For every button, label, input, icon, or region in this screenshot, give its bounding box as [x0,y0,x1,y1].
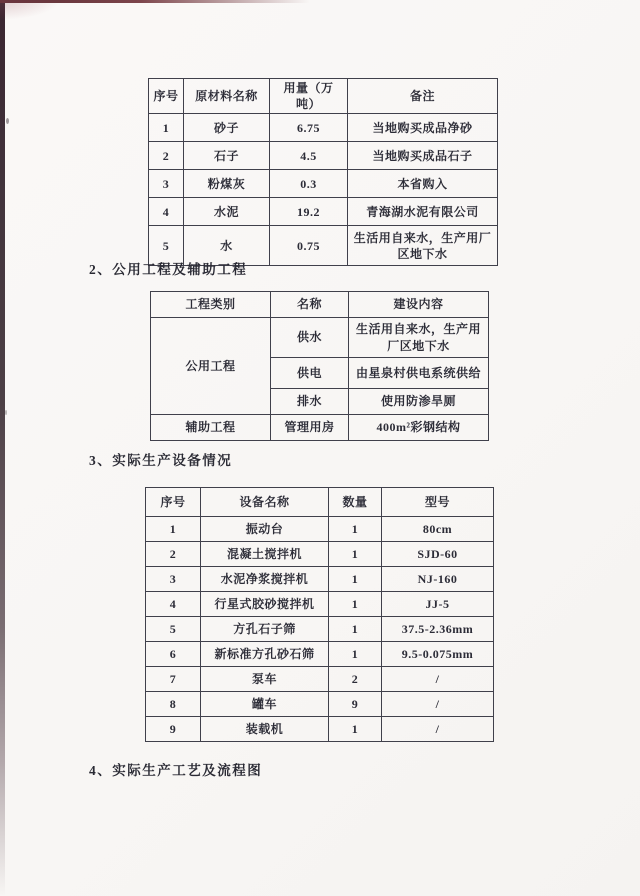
table-header-row [151,292,489,318]
cell-seq: 2 [146,542,201,567]
cell-category: 辅助工程 [151,415,271,441]
cell-name: 管理用房 [271,415,349,441]
cell-qty: 9 [329,692,382,717]
table-row [146,592,494,617]
cell-content: 400m²彩钢结构 [349,415,489,441]
cell-seq: 6 [146,642,201,667]
table-row [146,642,494,667]
cell-equipment: 方孔石子筛 [201,617,329,642]
cell-remark: 当地购买成品净砂 [348,114,498,142]
cell-qty: 1 [329,592,382,617]
cell-equipment: 新标准方孔砂石筛 [201,642,329,667]
table-row [151,318,489,358]
cell-seq: 8 [146,692,201,717]
cell-model: JJ-5 [382,592,494,617]
cell-seq: 1 [146,517,201,542]
table-row [149,170,498,198]
cell-model: 37.5-2.36mm [382,617,494,642]
cell-content: 使用防渗旱厕 [349,389,489,415]
scan-corner-tint [0,0,60,20]
cell-model: 9.5-0.075mm [382,642,494,667]
cell-amount: 4.5 [270,142,348,170]
column-header: 序号 [149,79,184,114]
cell-model: NJ-160 [382,567,494,592]
cell-seq: 5 [149,226,184,266]
cell-model: / [382,667,494,692]
table-row [146,517,494,542]
table-header-row [149,79,498,114]
column-header: 设备名称 [201,488,329,517]
cell-material: 石子 [184,142,270,170]
cell-seq: 7 [146,667,201,692]
table-row [146,667,494,692]
utilities-table [150,291,489,441]
cell-material: 粉煤灰 [184,170,270,198]
cell-equipment: 装载机 [201,717,329,742]
cell-name: 排水 [271,389,349,415]
cell-equipment: 泵车 [201,667,329,692]
cell-seq: 2 [149,142,184,170]
column-header: 型号 [382,488,494,517]
section-heading-process: 4、实际生产工艺及流程图 [89,763,263,778]
column-header: 名称 [271,292,349,318]
cell-seq: 5 [146,617,201,642]
cell-qty: 1 [329,617,382,642]
cell-equipment: 罐车 [201,692,329,717]
table-row [146,567,494,592]
cell-qty: 1 [329,542,382,567]
scan-speck [6,118,9,124]
section-heading-utilities: 2、公用工程及辅助工程 [89,262,248,277]
cell-name: 供电 [271,358,349,389]
cell-amount: 0.3 [270,170,348,198]
table-row [151,415,489,441]
equipment-table [145,487,494,742]
cell-remark: 青海湖水泥有限公司 [348,198,498,226]
cell-equipment: 水泥净浆搅拌机 [201,567,329,592]
cell-remark: 本省购入 [348,170,498,198]
table-row [149,142,498,170]
cell-equipment: 振动台 [201,517,329,542]
cell-material: 水泥 [184,198,270,226]
cell-amount: 6.75 [270,114,348,142]
column-header: 原材料名称 [184,79,270,114]
cell-amount: 19.2 [270,198,348,226]
cell-remark: 生活用自来水，生产用厂区地下水 [348,226,498,266]
column-header: 序号 [146,488,201,517]
cell-seq: 3 [149,170,184,198]
cell-qty: 2 [329,667,382,692]
cell-material: 砂子 [184,114,270,142]
cell-seq: 3 [146,567,201,592]
cell-model: 80cm [382,517,494,542]
table-row [146,717,494,742]
cell-seq: 4 [149,198,184,226]
cell-remark: 当地购买成品石子 [348,142,498,170]
cell-equipment: 混凝土搅拌机 [201,542,329,567]
scan-speck [5,410,7,415]
column-header: 用量（万吨） [270,79,348,114]
cell-amount: 0.75 [270,226,348,266]
section-heading-equipment: 3、实际生产设备情况 [89,453,233,468]
table-row [149,198,498,226]
table-row [146,542,494,567]
cell-qty: 1 [329,567,382,592]
cell-equipment: 行星式胶砂搅拌机 [201,592,329,617]
cell-category: 公用工程 [151,318,271,415]
cell-qty: 1 [329,517,382,542]
materials-table [148,78,498,266]
cell-content: 由星泉村供电系统供给 [349,358,489,389]
cell-seq: 9 [146,717,201,742]
cell-model: / [382,717,494,742]
cell-qty: 1 [329,717,382,742]
cell-seq: 1 [149,114,184,142]
column-header: 建设内容 [349,292,489,318]
column-header: 备注 [348,79,498,114]
cell-seq: 4 [146,592,201,617]
column-header: 工程类别 [151,292,271,318]
cell-content: 生活用自来水，生产用厂区地下水 [349,318,489,358]
table-row [146,692,494,717]
cell-material: 水 [184,226,270,266]
table-header-row [146,488,494,517]
column-header: 数量 [329,488,382,517]
cell-model: / [382,692,494,717]
cell-name: 供水 [271,318,349,358]
table-row [149,114,498,142]
table-row [146,617,494,642]
cell-qty: 1 [329,642,382,667]
cell-model: SJD-60 [382,542,494,567]
scan-edge-left [0,0,5,896]
